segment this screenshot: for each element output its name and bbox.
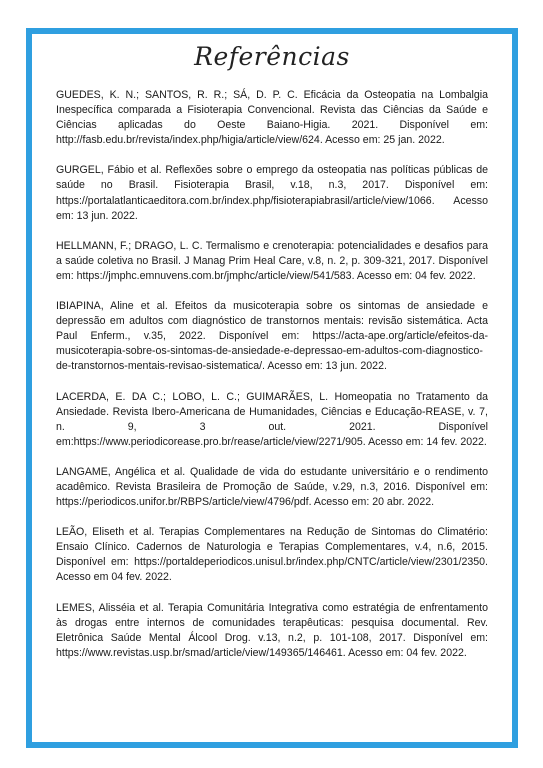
reference-item: GURGEL, Fábio et al. Reflexões sobre o emprego da osteopatia nas políticas públicas de saúde no Brasil. Fisioterapia Brasil, v.18, n.3, 2017. Disponível em: https://portalatlanticaeditora.com.br/index.php/fisioterapiabrasil/article/view/1066. Acesso em: 13 jun. 2022.	[56, 164, 488, 222]
reference-item: HELLMANN, F.; DRAGO, L. C. Termalismo e crenoterapia: potencialidades e desafios para a saúde coletiva no Brasil. J Manag Prim Heal Care, v.8, n. 2, p. 309-321, 2017. Disponível em: https://jmphc.emnuvens.com.br/jmphc/article/view/541/583. Acesso em: 04 fev. 2022.	[56, 239, 488, 282]
reference-item: LANGAME, Angélica et al. Qualidade de vida do estudante universitário e o rendimento acadêmico. Revista Brasileira de Promoção de Saúde, v.29, n.3, 2016. Disponível em: https://periodicos.unifor.br/RBPS/article/view/4796/pdf. Acesso em: 20 abr. 2022.	[56, 465, 488, 509]
reference-list	[56, 88, 488, 676]
reference-item: IBIAPINA, Aline et al. Efeitos da musicoterapia sobre os sintomas de ansiedade e depressão em adultos com diagnóstico de transtornos mentais: revisão sistemática. Acta Paul Enferm., v.35, 2022. Disponível em: https://acta-ape.org/article/efeitos-da-musicoterapia-sobre-os-sintomas-de-ansiedade-e-depressao-em-adultos-com-diagnostico-de-transtornos-mentais-revisao-sistematica/. Acesso em: 13 jun. 2022.	[56, 300, 488, 373]
page-title: Referências	[194, 42, 350, 71]
reference-item: GUEDES, K. N.; SANTOS, R. R.; SÁ, D. P. C. Eficácia da Osteopatia na Lombalgia Inespecífica comparada a Fisioterapia Convencional. Revista das Ciências da Saúde e Ciências aplicadas do Oeste Baiano-Higia. 2021. Disponível em: http://fasb.edu.br/revista/index.php/higia/article/view/624. Acesso em: 25 jan. 2022.	[56, 89, 488, 147]
reference-item: LEÃO, Eliseth et al. Terapias Complementares na Redução de Sintomas do Climatério: Ensaio Clínico. Cadernos de Naturologia e Terapias Complementares, v.4, n.6, 2015. Disponível em: https://portaldeperiodicos.unisul.br/index.php/CNTC/article/view/2301/2350. Acesso em 04 fev. 2022.	[56, 526, 488, 584]
reference-item: LACERDA, E. DA C.; LOBO, L. C.; GUIMARÃES, L. Homeopatia no Tratamento da Ansiedade. Revista Ibero-Americana de Humanidades, Ciências e Educação-REASE, v. 7, n. 9, 3 out. 2021. Disponível em:https://www.periodicorease.pro.br/rease/article/view/2271/905. Acesso em: 14 fev. 2022.	[56, 390, 488, 448]
reference-item: LEMES, Alisséia et al. Terapia Comunitária Integrativa como estratégia de enfrentamento às drogas entre internos de comunidades terapêuticas: pesquisa documental. Rev. Eletrônica Saúde Mental Álcool Drog. v.13, n.2, p. 101-108, 2017. Disponível em: https://www.revistas.usp.br/smad/article/view/149365/146461. Acesso em: 04 fev. 2022.	[56, 601, 488, 659]
page-frame	[26, 28, 518, 748]
